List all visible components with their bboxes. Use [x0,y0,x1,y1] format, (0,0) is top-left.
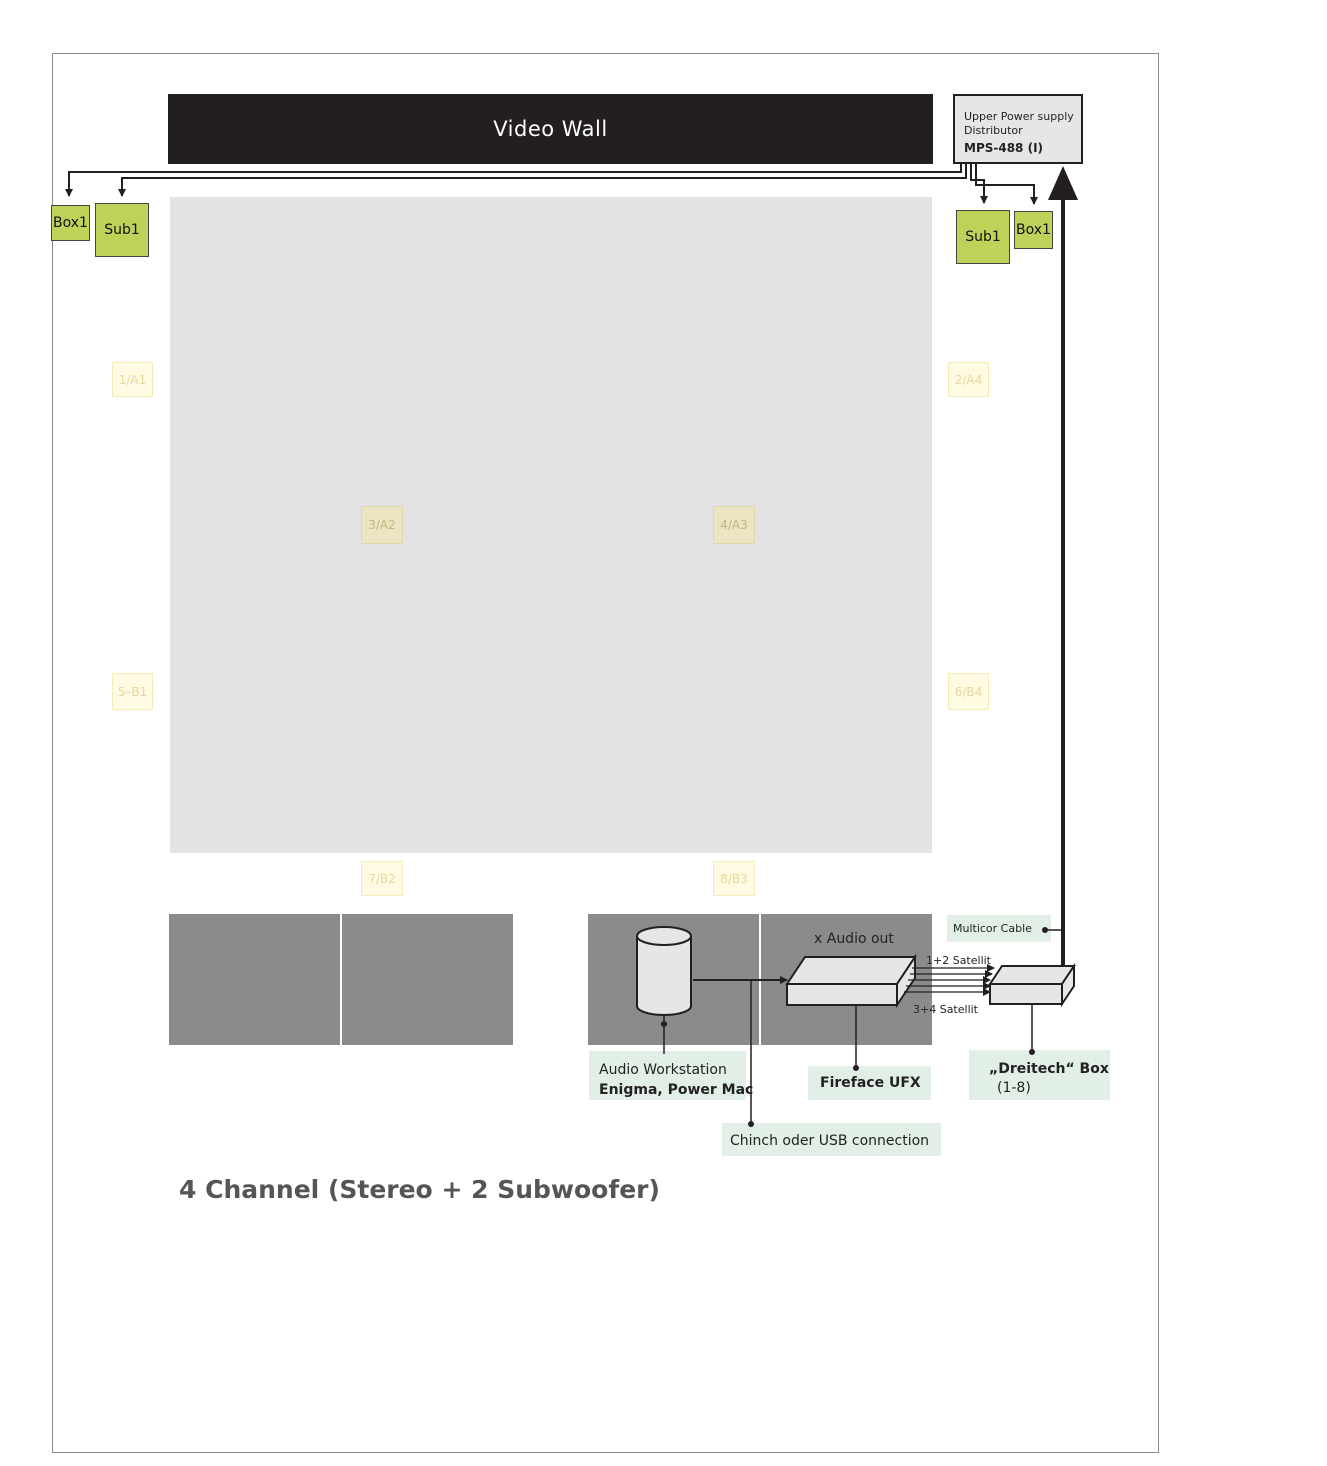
video-wall: Video Wall [168,94,933,164]
multicor-cable-label: Multicor Cable [947,915,1051,942]
multicor-leader-dot [1042,927,1048,933]
right-sub1: Sub1 [956,210,1010,264]
satellit-3-4-label: 3+4 Satellit [913,1003,978,1016]
cable-to-left-box1 [69,164,961,196]
dreitech-box-device [990,966,1074,1004]
dreitech-box-range: (1-8) [997,1080,1031,1096]
chinch-usb-label: Chinch oder USB connection [722,1123,941,1156]
diagram-title: 4 Channel (Stereo + 2 Subwoofer) [179,1175,660,1204]
cable-to-right-sub1 [971,164,984,203]
speaker-8: 8/B3 [713,861,755,896]
left-box1: Box1 [51,205,90,241]
fireface-device [787,957,915,1005]
cable-to-left-sub1 [122,164,966,196]
audio-workstation-model: Enigma, Power Mac [599,1082,754,1098]
satellit-1-2-label: 1+2 Satellit [926,954,991,967]
speaker-2: 2/A4 [948,362,989,397]
speaker-7: 7/B2 [361,861,403,896]
power-supply-model: MPS-488 (I) [964,141,1044,155]
dreitech-box-name: „Dreitech“ Box [989,1061,1109,1077]
speaker-4: 4/A3 [713,506,755,544]
satellite-cables [904,968,994,992]
left-sub1: Sub1 [95,203,149,257]
right-box1: Box1 [1014,211,1053,249]
speaker-1: 1/A1 [112,362,153,397]
audio-workstation-cylinder [637,927,691,1015]
audio-out-label: x Audio out [814,931,894,947]
speaker-5: 5–B1 [112,673,153,710]
fireface-label: Fireface UFX [808,1066,931,1100]
speaker-3: 3/A2 [361,506,403,544]
power-supply-line2: Distributor [964,124,1023,137]
multicor-cable [1048,166,1078,966]
speaker-6: 6/B4 [948,673,989,710]
audio-workstation-name: Audio Workstation [599,1062,727,1078]
power-supply-line1: Upper Power supply [964,110,1074,123]
